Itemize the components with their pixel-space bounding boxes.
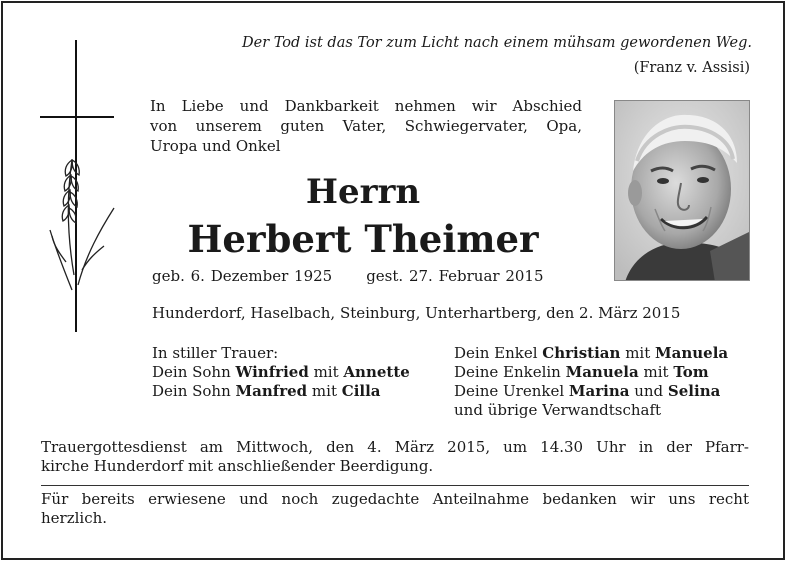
- intro-text: [150, 96, 582, 156]
- thanks-line: herzlich.: [41, 509, 108, 527]
- mourner-line: In stiller Trauer:: [152, 344, 279, 362]
- quote-author: (Franz v. Assisi): [633, 60, 750, 76]
- mourner-line: Dein Enkel Christian mit Manuela: [454, 344, 729, 362]
- intro-line: Uropa und Onkel: [150, 137, 281, 155]
- mourner-line: Deine Urenkel Marina und Selina: [454, 382, 721, 400]
- thanks-line: Für bereits erwiesene und noch zugedachte Anteilnahme bedanken wir uns recht: [41, 490, 749, 508]
- intro-line: In Liebe und Dankbarkeit nehmen wir Abschied: [150, 97, 582, 115]
- funeral-service-text: [41, 438, 749, 476]
- mourner-line: und übrige Verwandtschaft: [454, 401, 662, 419]
- birth-date: geb. 6. Dezember 1925: [152, 267, 333, 285]
- portrait-photo: [614, 100, 750, 281]
- divider: [41, 485, 749, 486]
- life-dates: [152, 267, 544, 285]
- deceased-name: Herbert Theimer: [187, 217, 539, 261]
- death-date: gest. 27. Februar 2015: [366, 267, 544, 285]
- mourner-line: Deine Enkelin Manuela mit Tom: [454, 363, 709, 381]
- cross-with-wheat-icon: [38, 40, 118, 332]
- thanks-text: [41, 490, 749, 528]
- portrait-photo-graphic: [615, 101, 750, 281]
- deceased-title: Herrn: [305, 172, 421, 212]
- mourner-line: Dein Sohn Winfried mit Annette: [152, 363, 410, 381]
- mourner-line: Dein Sohn Manfred mit Cilla: [152, 382, 381, 400]
- intro-line: von unserem guten Vater, Schwiegervater, Opa,: [150, 117, 582, 135]
- mourners-right: [454, 344, 728, 420]
- quote-text: Der Tod ist das Tor zum Licht nach einem mühsam gewordenen Weg.: [242, 35, 752, 51]
- service-line: Trauergottesdienst am Mittwoch, den 4. März 2015, um 14.30 Uhr in der Pfarr-: [41, 438, 749, 456]
- mourners-left: [152, 344, 410, 401]
- service-line: kirche Hunderdorf mit anschließender Beerdigung.: [41, 457, 434, 475]
- place-and-date: Hunderdorf, Haselbach, Steinburg, Unterhartberg, den 2. März 2015: [152, 304, 681, 322]
